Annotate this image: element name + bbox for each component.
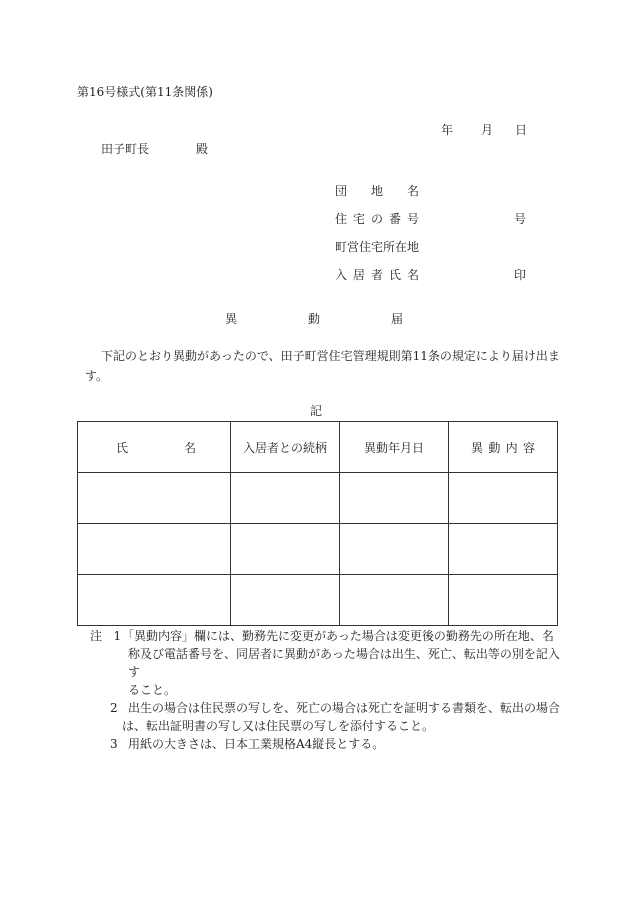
group-label: 団 地 名 — [335, 184, 419, 198]
header-change-content: 異 動 内 容 — [449, 422, 558, 473]
note-line: 出生の場合は住民票の写しを、死亡の場合は死亡を証明する書類を、転出の場合 — [128, 701, 561, 715]
note-text — [122, 699, 562, 735]
note-number: 2 — [110, 701, 118, 715]
seal-mark: 印 — [514, 268, 527, 282]
note-text — [122, 627, 562, 699]
note-number: 注 1 — [90, 629, 122, 643]
document-title: 異 動 届 — [225, 312, 403, 326]
notes-label: 注 — [90, 629, 103, 643]
note-line: 用紙の大きさは、日本工業規格A4縦長とする。 — [128, 737, 385, 751]
note-line: ること。 — [128, 683, 177, 697]
table-header-row — [78, 422, 558, 473]
cell-change-content[interactable] — [449, 524, 558, 575]
addressee-honorific: 殿 — [196, 142, 209, 156]
body-text-line1: 下記のとおり異動があったので、田子町営住宅管理規則第11条の規定により届け出ま — [101, 349, 560, 363]
notes-section — [90, 627, 562, 753]
change-table — [77, 421, 558, 626]
date-year: 年 — [441, 123, 454, 137]
date-day: 日 — [515, 123, 528, 137]
house-number-suffix: 号 — [514, 212, 527, 226]
cell-name[interactable] — [78, 575, 231, 626]
header-change-date: 異動年月日 — [340, 422, 449, 473]
cell-name[interactable] — [78, 524, 231, 575]
cell-change-date[interactable] — [340, 524, 449, 575]
note-text — [128, 735, 562, 753]
cell-name[interactable] — [78, 473, 231, 524]
house-number-label: 住 宅 の 番 号 — [335, 212, 419, 226]
body-text-line2: す。 — [85, 369, 109, 383]
note-item — [90, 735, 562, 753]
ki-label: 記 — [310, 404, 323, 418]
resident-name-label: 入 居 者 氏 名 — [335, 268, 419, 282]
cell-relationship[interactable] — [231, 575, 340, 626]
note-number: 3 — [110, 737, 118, 751]
note-item — [90, 699, 562, 735]
cell-change-content[interactable] — [449, 575, 558, 626]
cell-relationship[interactable] — [231, 473, 340, 524]
date-month: 月 — [481, 123, 494, 137]
note-line: 「異動内容」欄には、勤務先に変更があった場合は変更後の勤務先の所在地、名 — [122, 629, 554, 643]
cell-change-content[interactable] — [449, 473, 558, 524]
address-label: 町営住宅所在地 — [335, 240, 420, 254]
table-row — [78, 524, 558, 575]
note-line: 称及び電話番号を、同居者に異動があった場合は出生、死亡、転出等の別を記入す — [128, 647, 560, 679]
header-relationship: 入居者との続柄 — [231, 422, 340, 473]
note-line: は、転出証明書の写し又は住民票の写しを添付すること。 — [122, 719, 435, 733]
table-row — [78, 575, 558, 626]
cell-relationship[interactable] — [231, 524, 340, 575]
form-number: 第16号様式(第11条関係) — [77, 85, 213, 99]
cell-change-date[interactable] — [340, 473, 449, 524]
cell-change-date[interactable] — [340, 575, 449, 626]
header-name: 氏 名 — [78, 422, 231, 473]
addressee-name: 田子町長 — [101, 142, 150, 156]
note-item — [90, 627, 562, 699]
table-row — [78, 473, 558, 524]
